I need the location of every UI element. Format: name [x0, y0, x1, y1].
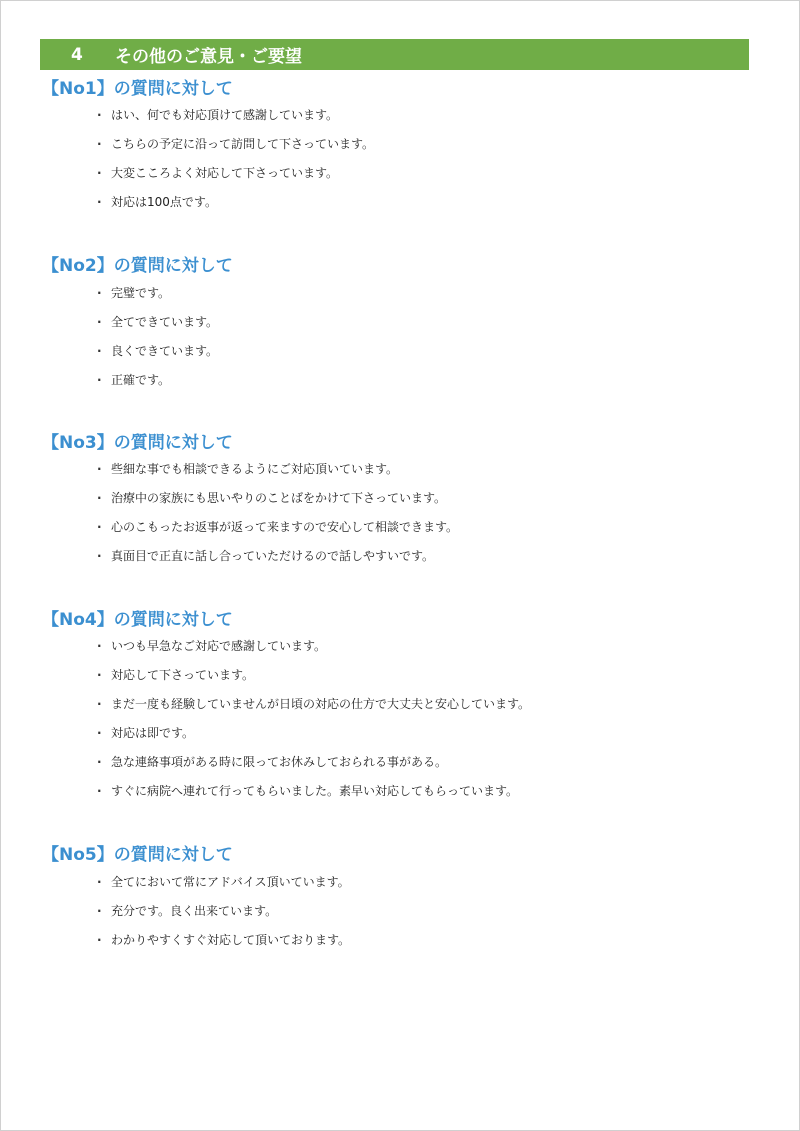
- bullet-dot: ·: [97, 933, 102, 947]
- group-heading-no5: 【No5】の質問に対して: [42, 845, 233, 865]
- bullet-dot: ·: [97, 639, 102, 653]
- list-item-text: はい、何でも対応頂けて感謝しています。: [111, 108, 339, 122]
- bullet-dot: ·: [97, 344, 102, 358]
- bullet-dot: ·: [97, 875, 102, 889]
- group-heading-no4: 【No4】の質問に対して: [42, 610, 233, 630]
- list-item: [97, 777, 530, 806]
- bullet-list-no2: [97, 279, 218, 395]
- list-item-text: 治療中の家族にも思いやりのことばをかけて下さっています。: [111, 491, 447, 505]
- list-item: [97, 188, 374, 217]
- list-item-text: 些細な事でも相談できるようにご対応頂いています。: [111, 462, 399, 476]
- list-item: [97, 897, 350, 926]
- section-title: その他のご意見・ご要望: [115, 47, 302, 67]
- list-item-text: 対応して下さっています。: [111, 668, 255, 682]
- bullet-list-no4: [97, 632, 530, 806]
- list-item-text: 全てにおいて常にアドバイス頂いています。: [111, 875, 350, 889]
- list-item-text: 良くできています。: [111, 344, 219, 358]
- list-item-text: 完璧です。: [111, 286, 171, 300]
- bullet-list-no1: [97, 101, 374, 217]
- list-item: [97, 279, 218, 308]
- list-item-text: まだ一度も経験していませんが日頃の対応の仕方で大丈夫と安心しています。: [111, 697, 531, 711]
- list-item-text: 急な連絡事項がある時に限ってお休みしておられる事がある。: [111, 755, 448, 769]
- list-item: [97, 101, 374, 130]
- bullet-dot: ·: [97, 373, 102, 387]
- list-item: [97, 308, 218, 337]
- list-item-text: いつも早急なご対応で感謝しています。: [111, 639, 327, 653]
- list-item-text: 対応は100点です。: [111, 195, 217, 209]
- section-header: [40, 39, 749, 70]
- list-item: [97, 513, 458, 542]
- list-item: [97, 542, 458, 571]
- bullet-dot: ·: [97, 697, 102, 711]
- section-number: 4: [71, 44, 83, 65]
- bullet-dot: ·: [97, 784, 102, 798]
- list-item: [97, 130, 374, 159]
- group-heading-no1: 【No1】の質問に対して: [42, 79, 233, 99]
- list-item-text: 心のこもったお返事が返って来ますので安心して相談できます。: [111, 520, 459, 534]
- list-item-text: わかりやすくすぐ対応して頂いております。: [111, 933, 351, 947]
- bullet-dot: ·: [97, 315, 102, 329]
- list-item: [97, 719, 530, 748]
- list-item-text: 全てできています。: [111, 315, 219, 329]
- bullet-dot: ·: [97, 166, 102, 180]
- list-item: [97, 868, 350, 897]
- list-item-text: 正確です。: [111, 373, 171, 387]
- list-item: [97, 455, 458, 484]
- list-item: [97, 159, 374, 188]
- bullet-dot: ·: [97, 904, 102, 918]
- list-item: [97, 748, 530, 777]
- list-item: [97, 632, 530, 661]
- list-item: [97, 690, 530, 719]
- bullet-dot: ·: [97, 137, 102, 151]
- list-item: [97, 484, 458, 513]
- group-heading-no2: 【No2】の質問に対して: [42, 256, 233, 276]
- bullet-dot: ·: [97, 462, 102, 476]
- bullet-dot: ·: [97, 726, 102, 740]
- list-item-text: 大変こころよく対応して下さっています。: [111, 166, 339, 180]
- list-item-text: すぐに病院へ連れて行ってもらいました。素早い対応してもらっています。: [111, 784, 519, 798]
- bullet-dot: ·: [97, 195, 102, 209]
- list-item-text: 充分です。良く出来ています。: [111, 904, 278, 918]
- list-item: [97, 926, 350, 955]
- list-item-text: 真面目で正直に話し合っていただけるので話しやすいです。: [111, 549, 435, 563]
- list-item-text: 対応は即です。: [111, 726, 195, 740]
- bullet-dot: ·: [97, 491, 102, 505]
- bullet-dot: ·: [97, 286, 102, 300]
- list-item-text: こちらの予定に沿って訪問して下さっています。: [111, 137, 375, 151]
- bullet-dot: ·: [97, 520, 102, 534]
- list-item: [97, 661, 530, 690]
- bullet-list-no5: [97, 868, 350, 955]
- bullet-dot: ·: [97, 668, 102, 682]
- group-heading-no3: 【No3】の質問に対して: [42, 433, 233, 453]
- bullet-list-no3: [97, 455, 458, 571]
- bullet-dot: ·: [97, 755, 102, 769]
- list-item: [97, 366, 218, 395]
- bullet-dot: ·: [97, 549, 102, 563]
- bullet-dot: ·: [97, 108, 102, 122]
- list-item: [97, 337, 218, 366]
